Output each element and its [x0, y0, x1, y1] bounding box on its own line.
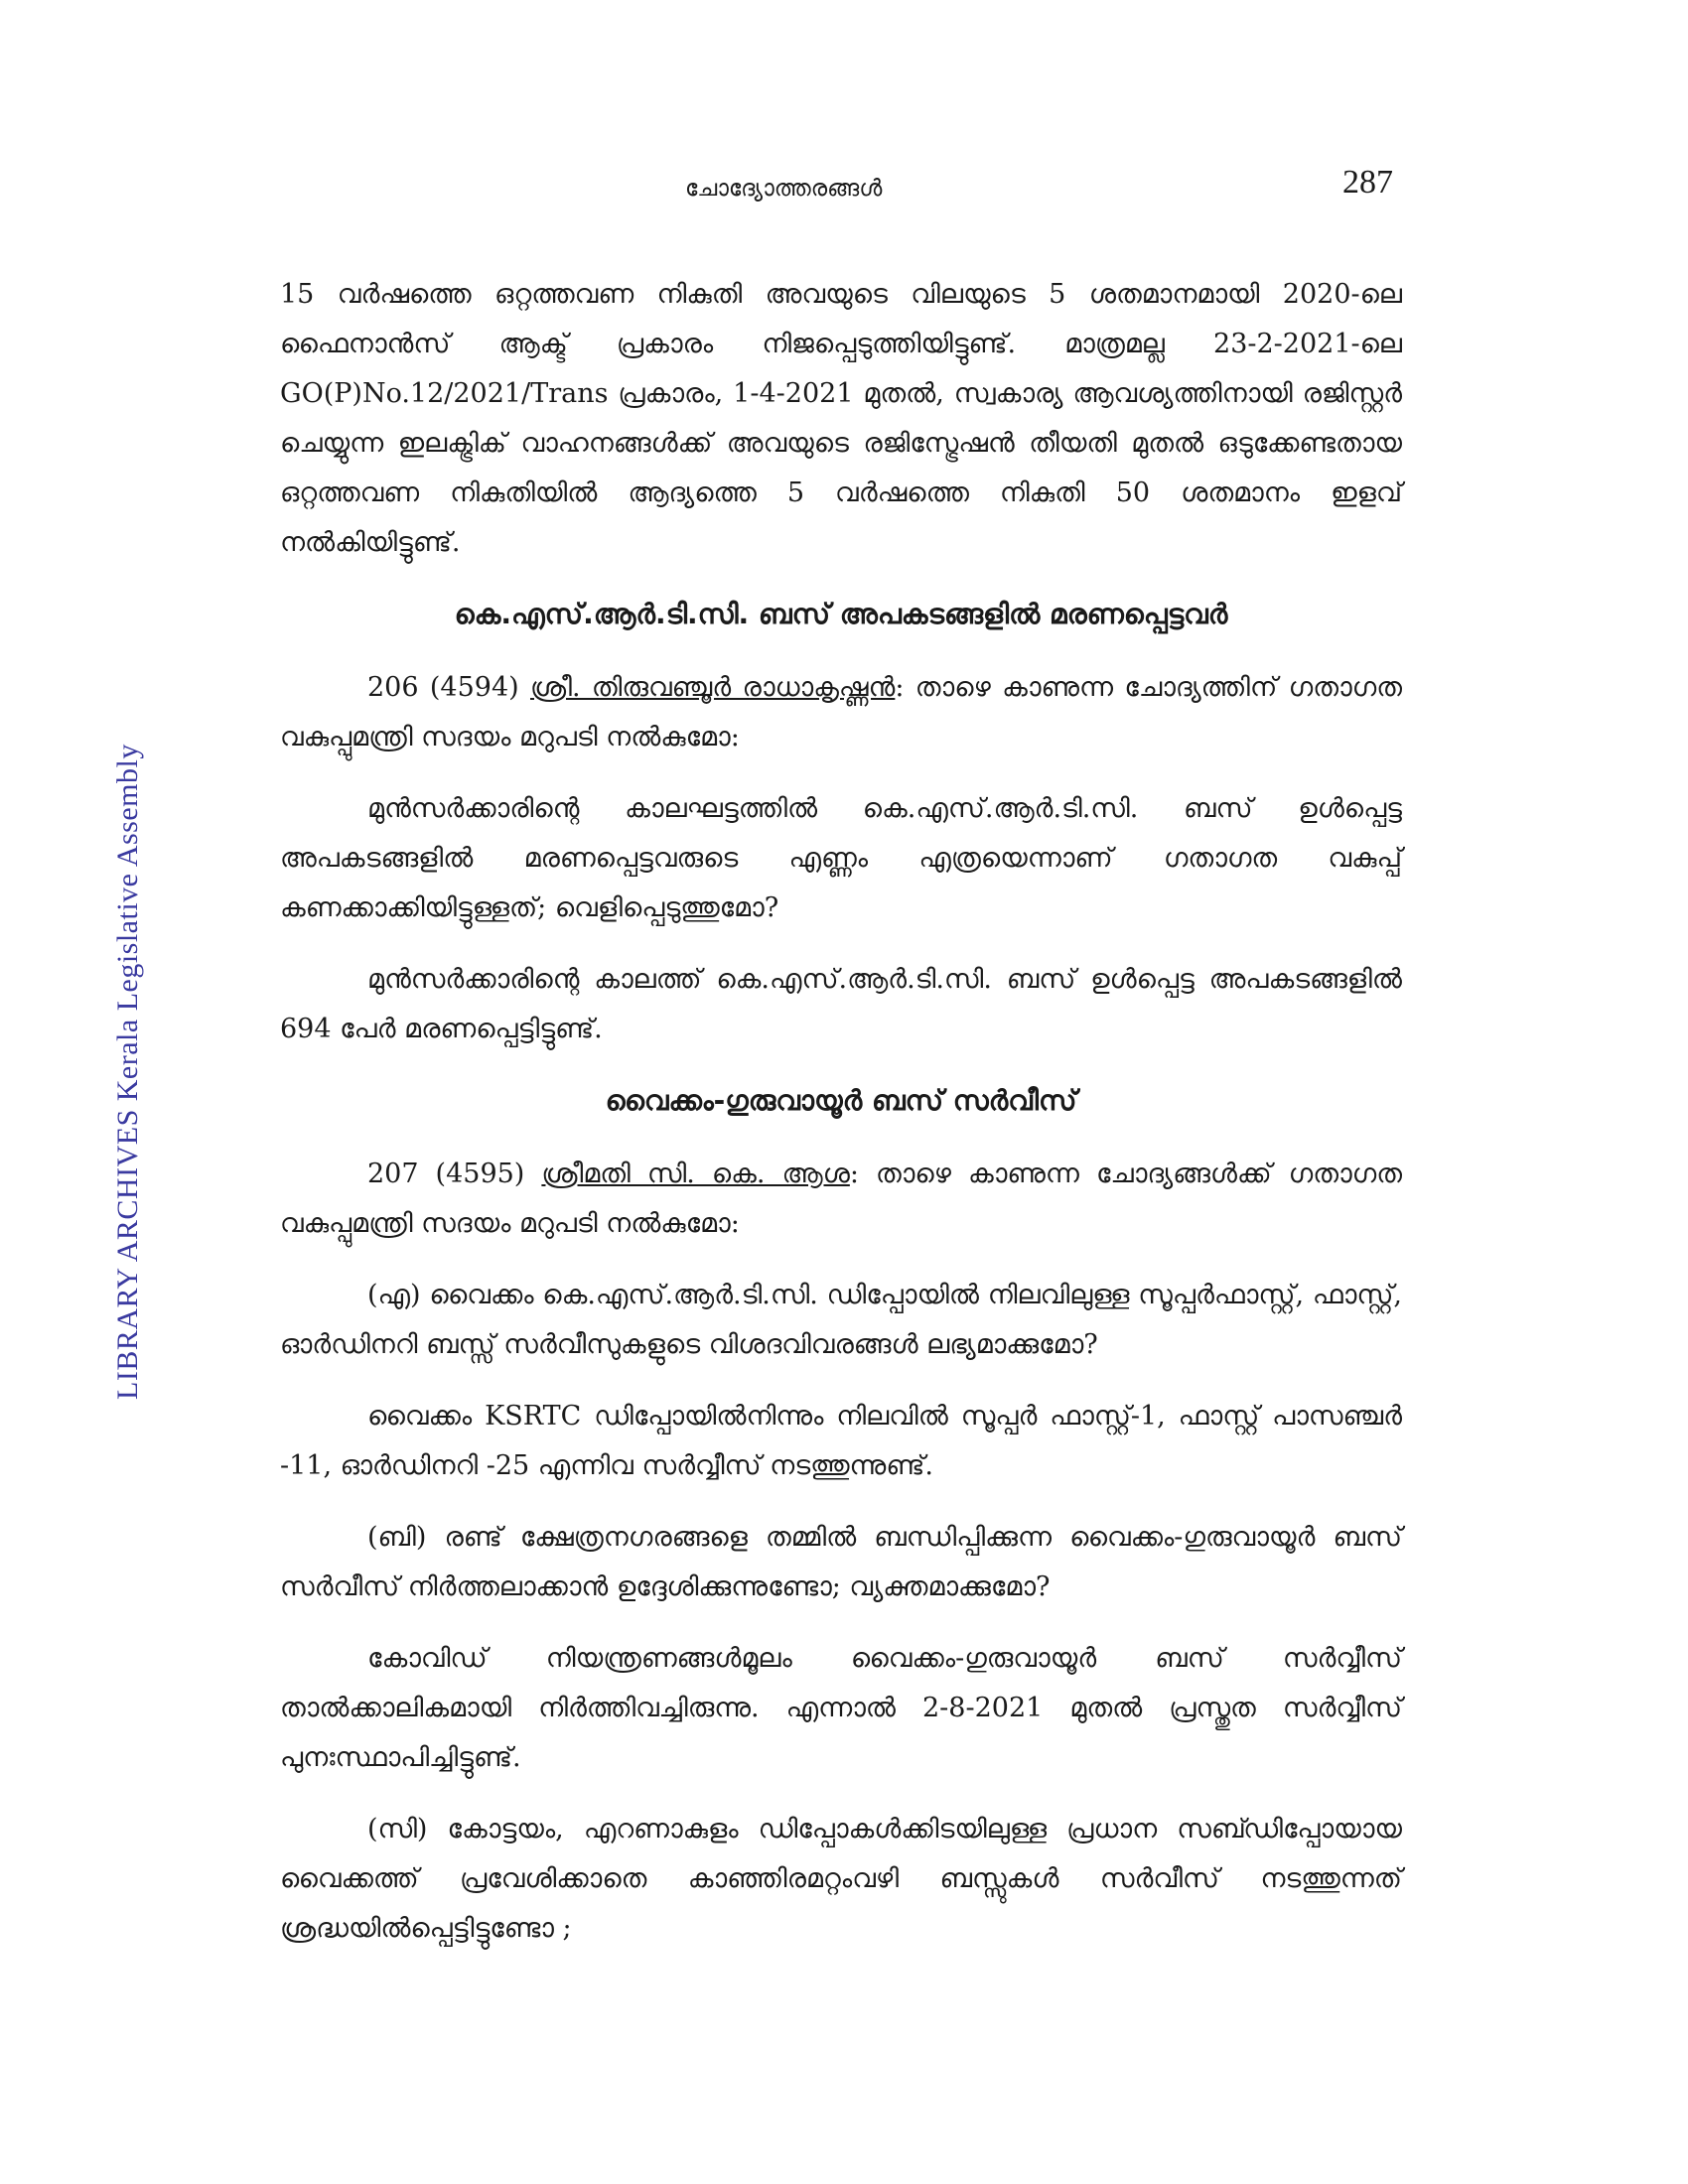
- page-body: [280, 270, 1402, 1976]
- question-206-number: 206 (4594): [367, 672, 519, 703]
- page-header: [0, 164, 1688, 213]
- question-207-part-c: (സി) കോട്ടയം, എറണാകുളം ഡിപ്പോകൾക്കിടയിലുള്ള പ്രധാന സബ്ഡിപ്പോയായ വൈക്കത്ത് പ്രവേശിക്കാതെ കാഞ്ഞിരമറ്റംവഴി ബസ്സുകൾ സർവീസ് നടത്തുന്നത് ശ്രദ്ധയിൽപ്പെട്ടിട്ടുണ്ടോ ;: [280, 1814, 1402, 1944]
- library-archives-watermark: LIBRARY ARCHIVES Kerala Legislative Assembly: [111, 744, 144, 1400]
- question-207-member: ശ്രീമതി സി. കെ. ആശ: [541, 1159, 850, 1189]
- intro-paragraph: 15 വർഷത്തെ ഒറ്റത്തവണ നികുതി അവയുടെ വിലയുടെ 5 ശതമാനമായി 2020-ലെ ഫൈനാൻസ് ആക്ട് പ്രകാരം നിജപ്പെടുത്തിയിട്ടുണ്ട്. മാത്രമല്ല 23-2-2021-ലെ GO(P)No.12/2021/Trans പ്രകാരം, 1-4-2021 മുതൽ, സ്വകാര്യ ആവശ്യത്തിനായി രജിസ്റ്റർ ചെയ്യുന്ന ഇലക്ട്രിക് വാഹനങ്ങൾക്ക് അവയുടെ രജിസ്ട്രേഷൻ തീയതി മുതൽ ഒടുക്കേണ്ടതായ ഒറ്റത്തവണ നികുതിയിൽ ആദ്യത്തെ 5 വർഷത്തെ നികുതി 50 ശതമാനം ഇളവ് നൽകിയിട്ടുണ്ട്.: [280, 279, 1402, 558]
- question-207-heading: വൈക്കം-ഗുരുവായൂർ ബസ് സർവീസ്: [605, 1084, 1077, 1117]
- answer-207-part-a: വൈക്കം KSRTC ഡിപ്പോയിൽനിന്നും നിലവിൽ സൂപ്പർ ഫാസ്റ്റ്-1, ഫാസ്റ്റ് പാസഞ്ചർ -11, ഓർഡിനറി -25 എന്നിവ സർവ്വീസ് നടത്തുന്നുണ്ട്.: [280, 1401, 1402, 1481]
- question-207-part-b: (ബി) രണ്ട് ക്ഷേത്രനഗരങ്ങളെ തമ്മിൽ ബന്ധിപ്പിക്കുന്ന വൈക്കം-ഗുരുവായൂർ ബസ് സർവീസ് നിർത്തലാക്കാൻ ഉദ്ദേശിക്കുന്നുണ്ടോ; വ്യക്തമാക്കുമോ?: [280, 1522, 1402, 1602]
- page-number: 287: [1342, 164, 1393, 201]
- running-header-title: ചോദ്യോത്തരങ്ങൾ: [685, 176, 883, 202]
- question-206-text: മുൻസർക്കാരിന്റെ കാലഘട്ടത്തിൽ കെ.എസ്.ആർ.ടി.സി. ബസ് ഉൾപ്പെട്ട അപകടങ്ങളിൽ മരണപ്പെട്ടവരുടെ എണ്ണം എത്രയെന്നാണ് ഗതാഗത വകുപ്പ് കണക്കാക്കിയിട്ടുള്ളത്; വെളിപ്പെടുത്തുമോ?: [280, 793, 1402, 923]
- answer-207-part-b: കോവിഡ് നിയന്ത്രണങ്ങൾമൂലം വൈക്കം-ഗുരുവായൂർ ബസ് സർവ്വീസ് താൽക്കാലികമായി നിർത്തിവച്ചിരുന്നു. എന്നാൽ 2-8-2021 മുതൽ പ്രസ്തുത സർവ്വീസ് പുനഃസ്ഥാപിച്ചിട്ടുണ്ട്.: [280, 1643, 1402, 1773]
- question-206-heading: കെ.എസ്.ആർ.ടി.സി. ബസ് അപകടങ്ങളിൽ മരണപ്പെട്ടവർ: [454, 598, 1228, 630]
- question-207-number: 207 (4595): [367, 1159, 525, 1189]
- question-207-intro: [280, 1150, 1402, 1249]
- answer-206-text: മുൻസർക്കാരിന്റെ കാലത്ത് കെ.എസ്.ആർ.ടി.സി. ബസ് ഉൾപ്പെട്ട അപകടങ്ങളിൽ 694 പേർ മരണപ്പെട്ടിട്ടുണ്ട്.: [280, 964, 1402, 1044]
- question-206-intro-text: : താഴെ കാണുന്ന ചോദ്യത്തിന് ഗതാഗത വകുപ്പുമന്ത്രി സദയം മറുപടി നൽകുമോ:: [280, 672, 1402, 752]
- question-207-intro-text: : താഴെ കാണുന്ന ചോദ്യങ്ങൾക്ക് ഗതാഗത വകുപ്പുമന്ത്രി സദയം മറുപടി നൽകുമോ:: [280, 1159, 1402, 1239]
- question-206-member: ശ്രീ. തിരുവഞ്ചൂർ രാധാകൃഷ്ണൻ: [530, 672, 896, 703]
- question-207-part-a: (എ) വൈക്കം കെ.എസ്.ആർ.ടി.സി. ഡിപ്പോയിൽ നിലവിലുള്ള സൂപ്പർഫാസ്റ്റ്, ഫാസ്റ്റ്, ഓർഡിനറി ബസ്സ് സർവീസുകളുടെ വിശദവിവരങ്ങൾ ലഭ്യമാക്കുമോ?: [280, 1280, 1402, 1360]
- question-206-intro: [280, 663, 1402, 762]
